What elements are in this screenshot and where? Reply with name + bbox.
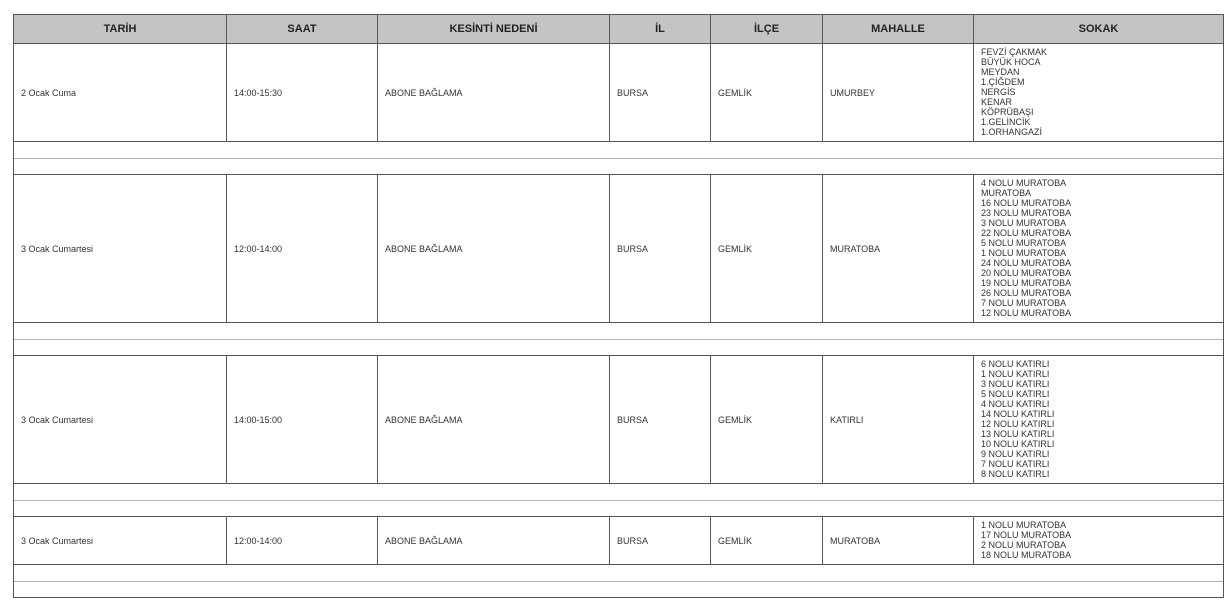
street-name: 9 NOLU KATIRLI [981, 449, 1050, 459]
time-cell: 14:00-15:00 [227, 356, 378, 484]
table-row [14, 175, 1224, 323]
street-name: 7 NOLU MURATOBA [981, 298, 1067, 308]
street-name: 3 NOLU KATIRLI [981, 379, 1050, 389]
province-cell: BURSA [610, 175, 711, 323]
header-date: TARİH [14, 15, 227, 44]
street-name: 4 NOLU MURATOBA [981, 178, 1067, 188]
street-name: NERGİS [981, 87, 1016, 97]
header-reason: KESİNTİ NEDENİ [378, 15, 610, 44]
street-name: 8 NOLU KATIRLI [981, 469, 1050, 479]
street-name: KENAR [981, 97, 1013, 107]
street-name: 26 NOLU MURATOBA [981, 288, 1072, 298]
date-cell: 3 Ocak Cumartesi [14, 356, 227, 484]
time-cell: 12:00-14:00 [227, 517, 378, 565]
header-neighborhood: MAHALLE [823, 15, 974, 44]
table-header-row [14, 15, 1224, 44]
street-name: 20 NOLU MURATOBA [981, 268, 1072, 278]
street-name: 1 NOLU MURATOBA [981, 520, 1067, 530]
street-name: 13 NOLU KATIRLI [981, 429, 1055, 439]
province-cell: BURSA [610, 44, 711, 142]
street-name: 12 NOLU MURATOBA [981, 308, 1072, 318]
street-name: 12 NOLU KATIRLI [981, 419, 1055, 429]
street-name: FEVZİ ÇAKMAK [981, 47, 1048, 57]
reason-cell: ABONE BAĞLAMA [378, 44, 610, 142]
date-cell: 2 Ocak Cuma [14, 44, 227, 142]
province-cell: BURSA [610, 356, 711, 484]
separator-row [14, 565, 1224, 598]
table-row [14, 44, 1224, 142]
street-name: 6 NOLU KATIRLI [981, 359, 1050, 369]
province-cell: BURSA [610, 517, 711, 565]
street-name: 1.ORHANGAZİ [981, 127, 1043, 137]
streets-cell [974, 356, 1224, 484]
header-province: İL [610, 15, 711, 44]
reason-cell: ABONE BAĞLAMA [378, 356, 610, 484]
street-name: 16 NOLU MURATOBA [981, 198, 1072, 208]
district-cell: GEMLİK [711, 517, 823, 565]
separator-cell [14, 565, 1224, 598]
separator-line [14, 339, 1223, 340]
street-name: MURATOBA [981, 188, 1032, 198]
header-time: SAAT [227, 15, 378, 44]
table-row [14, 517, 1224, 565]
reason-cell: ABONE BAĞLAMA [378, 175, 610, 323]
separator-line [14, 500, 1223, 501]
street-name: 5 NOLU KATIRLI [981, 389, 1050, 399]
street-name: 18 NOLU MURATOBA [981, 550, 1072, 560]
street-name: 5 NOLU MURATOBA [981, 238, 1067, 248]
header-district: İLÇE [711, 15, 823, 44]
separator-line [14, 158, 1223, 159]
streets-cell [974, 175, 1224, 323]
street-name: 1 NOLU MURATOBA [981, 248, 1067, 258]
neighborhood-cell: UMURBEY [823, 44, 974, 142]
street-name: 19 NOLU MURATOBA [981, 278, 1072, 288]
header-streets: SOKAK [974, 15, 1224, 44]
street-name: 7 NOLU KATIRLI [981, 459, 1050, 469]
reason-cell: ABONE BAĞLAMA [378, 517, 610, 565]
street-name: 14 NOLU KATIRLI [981, 409, 1055, 419]
district-cell: GEMLİK [711, 356, 823, 484]
neighborhood-cell: KATIRLI [823, 356, 974, 484]
district-cell: GEMLİK [711, 44, 823, 142]
outage-schedule-table [13, 14, 1224, 598]
street-name: 22 NOLU MURATOBA [981, 228, 1072, 238]
time-cell: 12:00-14:00 [227, 175, 378, 323]
street-name: 1.GELİNCİK [981, 117, 1031, 127]
neighborhood-cell: MURATOBA [823, 517, 974, 565]
separator-cell [14, 142, 1224, 175]
separator-cell [14, 484, 1224, 517]
street-name: 23 NOLU MURATOBA [981, 208, 1072, 218]
street-name: 3 NOLU MURATOBA [981, 218, 1067, 228]
street-name: KÖPRÜBAŞI [981, 107, 1034, 117]
separator-row [14, 323, 1224, 356]
street-name: BÜYÜK HOCA [981, 57, 1041, 67]
street-name: 1.ÇİĞDEM [981, 77, 1025, 87]
table-row [14, 356, 1224, 484]
street-name: 1 NOLU KATIRLI [981, 369, 1050, 379]
neighborhood-cell: MURATOBA [823, 175, 974, 323]
streets-cell [974, 517, 1224, 565]
district-cell: GEMLİK [711, 175, 823, 323]
separator-cell [14, 323, 1224, 356]
street-name: 2 NOLU MURATOBA [981, 540, 1067, 550]
date-cell: 3 Ocak Cumartesi [14, 517, 227, 565]
time-cell: 14:00-15:30 [227, 44, 378, 142]
street-name: MEYDAN [981, 67, 1020, 77]
street-name: 24 NOLU MURATOBA [981, 258, 1072, 268]
street-name: 10 NOLU KATIRLI [981, 439, 1055, 449]
street-name: 4 NOLU KATIRLI [981, 399, 1050, 409]
separator-row [14, 484, 1224, 517]
streets-cell [974, 44, 1224, 142]
table-body [14, 44, 1224, 598]
separator-row [14, 142, 1224, 175]
date-cell: 3 Ocak Cumartesi [14, 175, 227, 323]
street-name: 17 NOLU MURATOBA [981, 530, 1072, 540]
separator-line [14, 581, 1223, 582]
